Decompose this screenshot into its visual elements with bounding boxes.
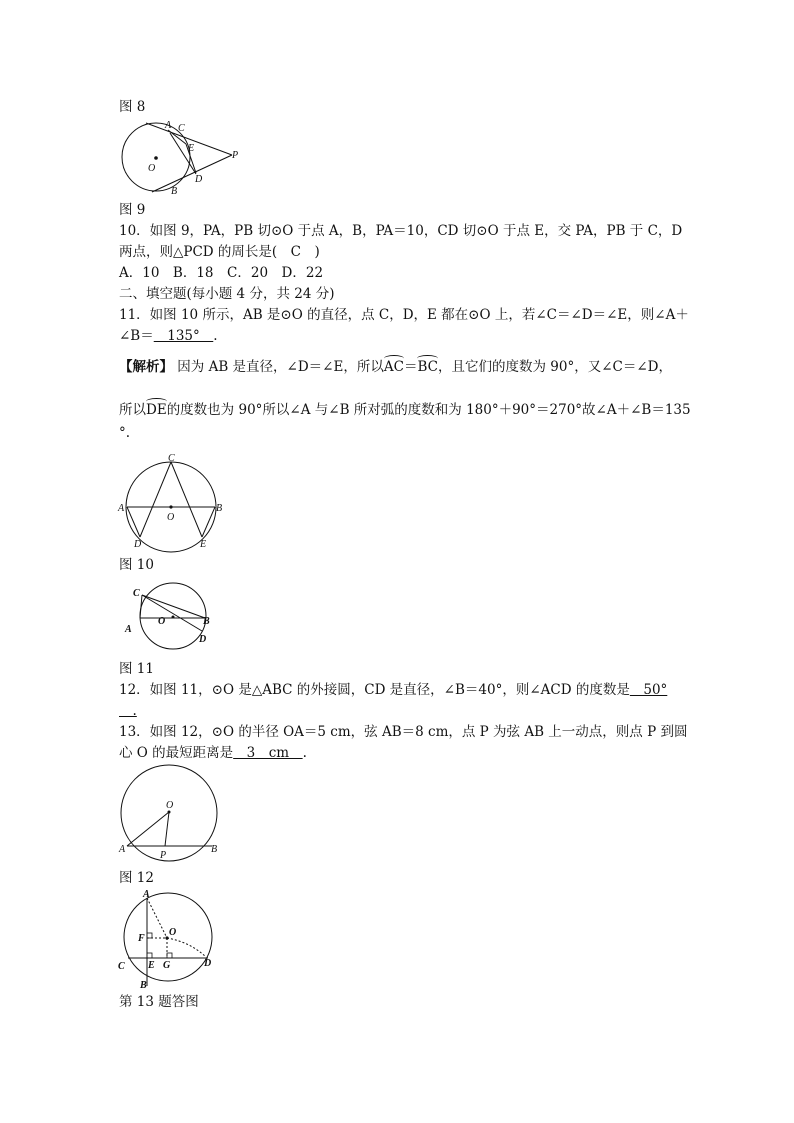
q11-answer: 135°	[153, 328, 214, 344]
figure-11-diagram	[118, 578, 218, 650]
analysis-line1	[119, 358, 672, 376]
q13-line2	[119, 744, 307, 762]
fig9-label-b: B	[171, 186, 178, 197]
figure-9-diagram	[118, 116, 248, 198]
fig13-label-b: B	[140, 980, 147, 991]
q10-options: A．10 B．18 C．20 D．22	[119, 265, 324, 281]
fig10-label-c: C	[168, 453, 175, 464]
q12-line1	[119, 681, 667, 699]
arc-equals: ＝	[403, 359, 418, 375]
arc-bc: BC	[417, 359, 438, 375]
fig12-label-b: B	[211, 844, 218, 855]
figure-13-diagram	[118, 890, 218, 990]
fig13-label-f: F	[138, 933, 145, 944]
q13-prefix: 心 O 的最短距离是	[119, 745, 234, 761]
q11-suffix: .	[213, 328, 218, 344]
q10-line1: 10．如图 9，PA，PB 切⊙O 于点 A，B，PA＝10，CD 切⊙O 于点 E，交 PA，PB 于 C，D	[119, 223, 683, 239]
figure-8-caption: 图 8	[119, 99, 146, 115]
fig11-label-d: D	[199, 634, 207, 645]
analysis-text2b: 的度数也为 90°所以∠A 与∠B 所对弧的度数和为 180°＋90°＝270°故∠A＋∠B＝135	[166, 402, 691, 418]
q11-line2	[119, 327, 218, 345]
fig9-label-a: A	[165, 120, 172, 131]
fig11-label-o: O	[158, 616, 166, 627]
figure-10-caption: 图 10	[119, 557, 154, 573]
q13-answer: 3 cm	[233, 745, 303, 761]
fig9-label-e: E	[188, 143, 195, 154]
analysis-line3: °.	[119, 425, 131, 441]
fig12-label-o: O	[166, 800, 174, 811]
fig10-label-d: D	[134, 539, 142, 550]
fig9-label-o: O	[148, 163, 156, 174]
analysis-text1a: 因为 AB 是直径，∠D＝∠E，所以	[173, 359, 384, 375]
q12-line2-text: .	[119, 703, 137, 719]
fig13-label-e: E	[148, 960, 155, 971]
fig9-label-p: P	[232, 150, 239, 161]
q13-line1: 13．如图 12，⊙O 的半径 OA＝5 cm，弦 AB＝8 cm，点 P 为弦 AB 上一动点，则点 P 到圆	[119, 724, 688, 740]
fig11-label-a: A	[125, 624, 132, 635]
figure-12-diagram	[118, 766, 228, 866]
fig13-label-d: D	[204, 958, 212, 969]
arc-ac: AC	[383, 359, 404, 375]
section-2-heading: 二、填空题(每小题 4 分，共 24 分)	[119, 286, 335, 302]
figure-11-caption: 图 11	[119, 661, 154, 677]
fig13-label-a: A	[143, 889, 150, 900]
fig12-label-p: P	[160, 850, 167, 861]
figure-12-caption: 图 12	[119, 870, 154, 886]
q10-line2: 两点，则△PCD 的周长是( C )	[119, 244, 320, 260]
analysis-text1b: ，且它们的度数为 90°，又∠C＝∠D，	[437, 359, 672, 375]
fig12-label-a: A	[119, 844, 126, 855]
analysis-label: 【解析】	[119, 359, 173, 375]
fig10-label-a: A	[118, 503, 125, 514]
arc-de: DE	[146, 402, 167, 418]
figure-9-caption: 图 9	[119, 202, 146, 218]
q13-suffix: .	[302, 745, 307, 761]
q11-prefix: ∠B＝	[119, 328, 154, 344]
q11-line1: 11．如图 10 所示，AB 是⊙O 的直径，点 C，D，E 都在⊙O 上，若∠C＝∠D＝∠E，则∠A＋	[119, 307, 689, 323]
q12-line2	[119, 702, 137, 720]
fig13-label-g: G	[163, 960, 171, 971]
fig10-label-e: E	[200, 539, 207, 550]
analysis-text2a: 所以	[119, 402, 146, 418]
fig9-label-d: D	[195, 174, 203, 185]
fig9-label-c: C	[178, 123, 185, 134]
q12-text: 12．如图 11，⊙O 是△ABC 的外接圆，CD 是直径，∠B＝40°，则∠ACD 的度数是	[119, 682, 630, 698]
fig10-label-o: O	[167, 512, 175, 523]
q12-answer: 50°	[629, 682, 668, 698]
fig10-label-b: B	[216, 503, 223, 514]
figure-13-caption: 第 13 题答图	[119, 994, 199, 1010]
fig13-label-c: C	[118, 961, 125, 972]
fig11-label-c: C	[133, 588, 140, 599]
analysis-line2	[119, 401, 691, 419]
figure-10-diagram	[118, 452, 228, 550]
fig11-label-b: B	[203, 616, 210, 627]
fig13-label-o: O	[169, 927, 177, 938]
